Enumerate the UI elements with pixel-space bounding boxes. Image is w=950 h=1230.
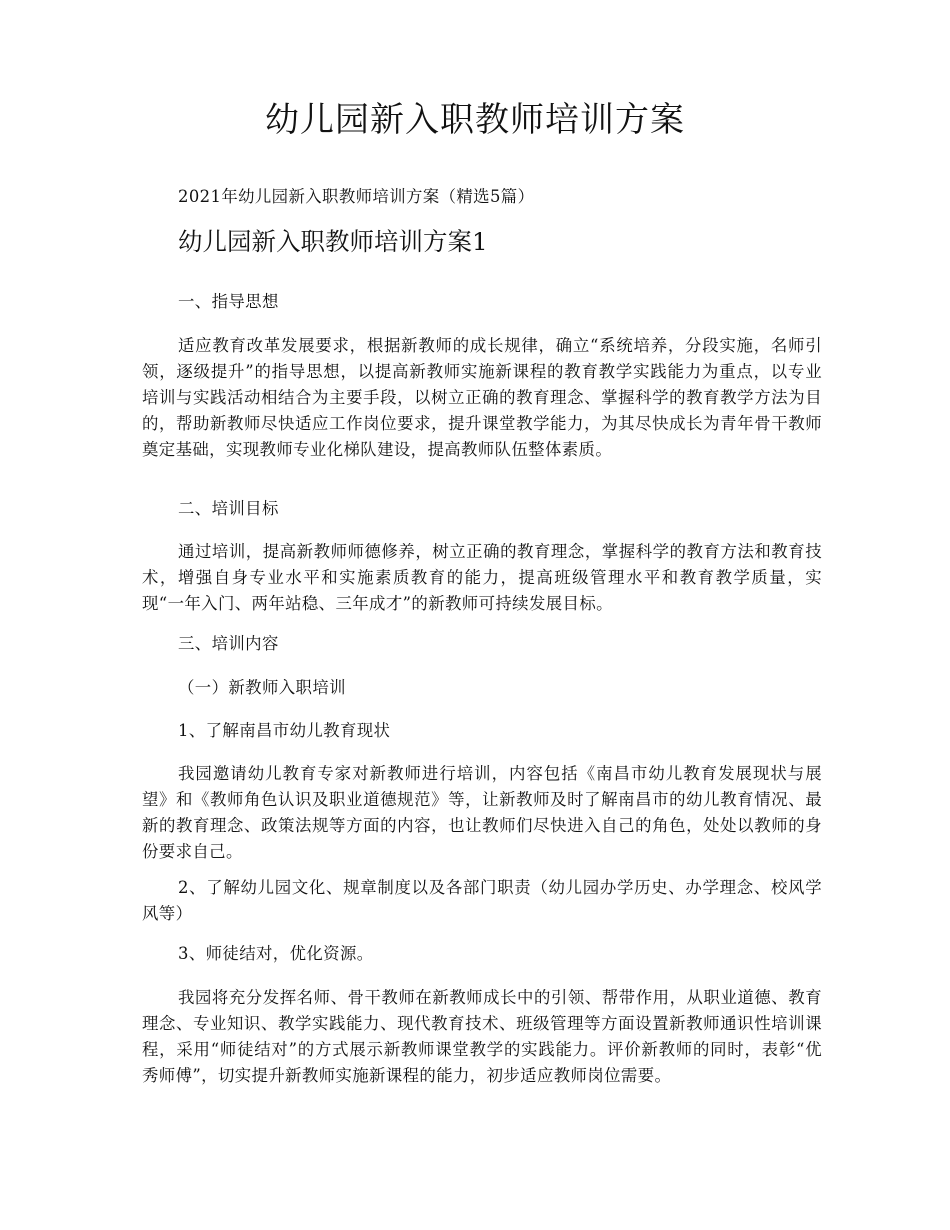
document-title: 幼儿园新入职教师培训方案 xyxy=(265,100,685,140)
heading-new-teacher-training: （一）新教师入职培训 xyxy=(178,678,346,697)
heading-training-goals: 二、培训目标 xyxy=(178,499,279,518)
paragraph-item-2: 2、了解幼儿园文化、规章制度以及各部门职责（幼儿园办学历史、办学理念、校风学风等） xyxy=(142,878,822,923)
heading-guiding-ideology: 一、指导思想 xyxy=(178,292,279,311)
paragraph-guiding-ideology: 适应教育改革发展要求，根据新教师的成长规律，确立“系统培养，分段实施，名师引领，逐级提升”的指导思想，以提高新教师实施新课程的教育教学实践能力为重点，以专业培训与实践活动相结合为主要手段，以树立正确的教育理念、掌握科学的教育教学方法为目的，帮助新教师尽快适应工作岗位要求，提升课堂教学能力，为其尽快成长为青年骨干教师奠定基础，实现教师专业化梯队建设，提高教师队伍整体素质。 xyxy=(142,336,822,459)
heading-item-1: 1、了解南昌市幼儿教育现状 xyxy=(178,721,391,740)
paragraph-item-3: 我园将充分发挥名师、骨干教师在新教师成长中的引领、帮带作用，从职业道德、教育理念、专业知识、教学实践能力、现代教育技术、班级管理等方面设置新教师通识性培训课程，采用“师徒结对”的方式展示新教师课堂教学的实践能力。评价新教师的同时，表彰“优秀师傅”，切实提升新教师实施新课程的能力，初步适应教师岗位需要。 xyxy=(142,988,822,1085)
paragraph-training-goals: 通过培训，提高新教师师德修养，树立正确的教育理念，掌握科学的教育方法和教育技术，增强自身专业水平和实施素质教育的能力，提高班级管理水平和教育教学质量，实现“一年入门、两年站稳、三年成才”的新教师可持续发展目标。 xyxy=(142,542,822,613)
document-subtitle: 2021年幼儿园新入职教师培训方案（精选5篇） xyxy=(178,187,535,206)
section-title: 幼儿园新入职教师培训方案1 xyxy=(178,227,488,256)
heading-training-content: 三、培训内容 xyxy=(178,634,279,653)
paragraph-item-1: 我园邀请幼儿教育专家对新教师进行培训，内容包括《南昌市幼儿教育发展现状与展望》和《教师角色认识及职业道德规范》等，让新教师及时了解南昌市的幼儿教育情况、最新的教育理念、政策法规等方面的内容，也让教师们尽快进入自己的角色，处处以教师的身份要求自己。 xyxy=(142,764,822,861)
heading-item-3: 3、师徒结对，优化资源。 xyxy=(178,944,374,963)
